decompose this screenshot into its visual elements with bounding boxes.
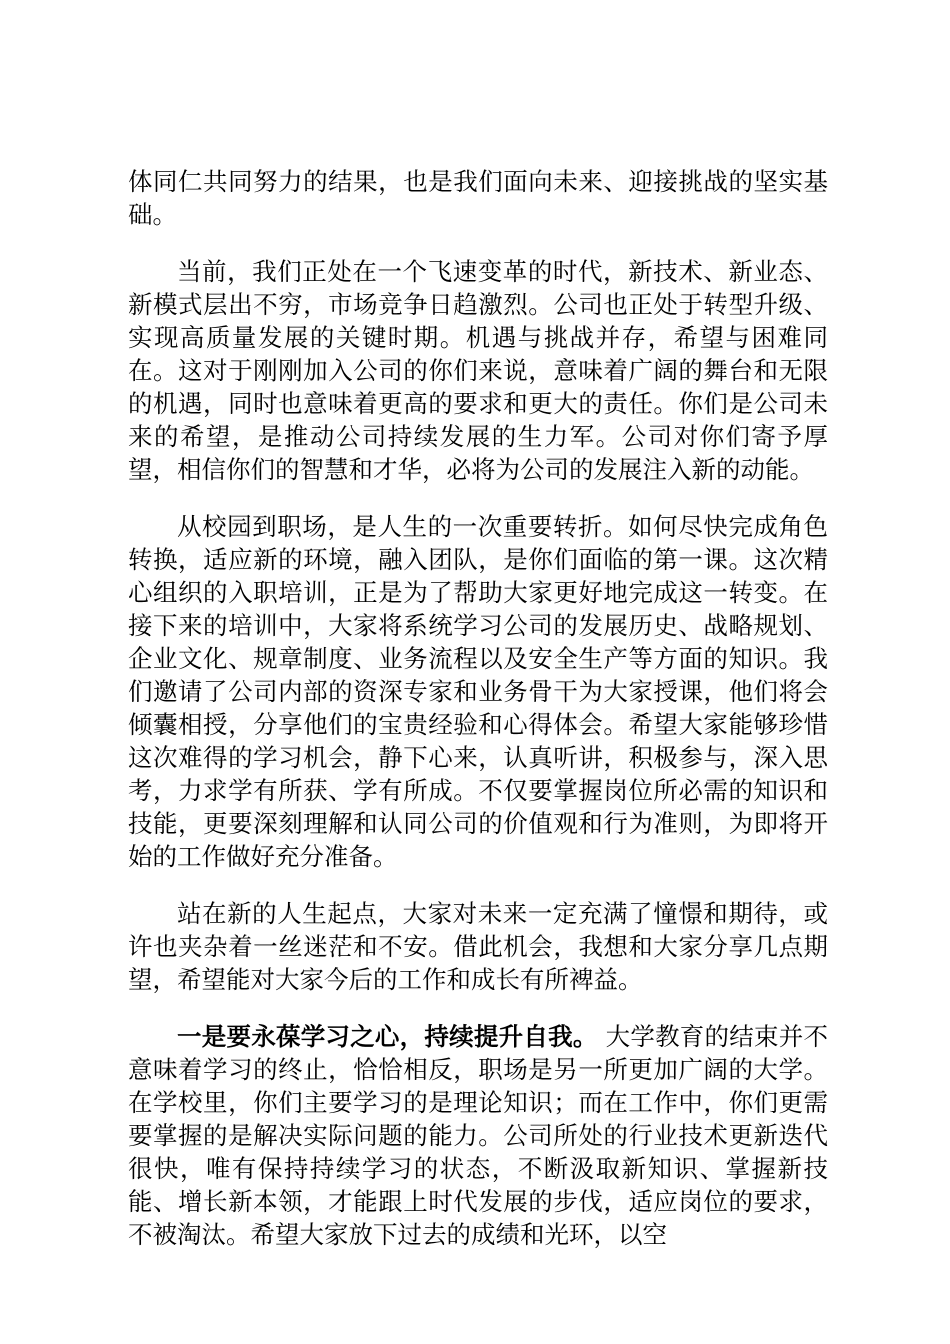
paragraph-era-of-change: 当前，我们正处在一个飞速变革的时代，新技术、新业态、新模式层出不穷，市场竞争日趋激烈。公司也正处于转型升级、实现高质量发展的关键时期。机遇与挑战并存，希望与困难同在。这对于刚刚加入公司的你们来说，意味着广阔的舞台和无限的机遇，同时也意味着更高的要求和更大的责任。你们是公司未来的希望，是推动公司持续发展的生力军。公司对你们寄予厚望，相信你们的智慧和才华，必将为公司的发展注入新的动能。 <box>128 257 828 484</box>
paragraph-expectations-intro: 站在新的人生起点，大家对未来一定充满了憧憬和期待，或许也夹杂着一丝迷茫和不安。借此机会，我想和大家分享几点期望，希望能对大家今后的工作和成长有所裨益。 <box>128 899 828 994</box>
paragraph-lead-heading: 一是要永葆学习之心，持续提升自我。 <box>177 1022 598 1051</box>
document-page <box>128 165 828 1275</box>
paragraph-keep-learning <box>128 1020 828 1251</box>
paragraph-campus-to-workplace: 从校园到职场，是人生的一次重要转折。如何尽快完成角色转换，适应新的环境，融入团队，是你们面临的第一课。这次精心组织的入职培训，正是为了帮助大家更好地完成这一转变。在接下来的培训中，大家将系统学习公司的发展历史、战略规划、企业文化、规章制度、业务流程以及安全生产等方面的知识。我们邀请了公司内部的资深专家和业务骨干为大家授课，他们将会倾囊相授，分享他们的宝贵经验和心得体会。希望大家能够珍惜这次难得的学习机会，静下心来，认真听讲，积极参与，深入思考，力求学有所获、学有所成。不仅要掌握岗位所必需的知识和技能，更要深刻理解和认同公司的价值观和行为准则，为即将开始的工作做好充分准备。 <box>128 512 828 871</box>
paragraph-continuation: 体同仁共同努力的结果，也是我们面向未来、迎接挑战的坚实基础。 <box>128 167 828 229</box>
paragraph-body-text: 大学教育的结束并不意味着学习的终止，恰恰相反，职场是另一所更加广阔的大学。在学校里，你们主要学习的是理论知识；而在工作中，你们更需要掌握的是解决实际问题的能力。公司所处的行业技术更新迭代很快，唯有保持持续学习的状态，不断汲取新知识、掌握新技能、增长新本领，才能跟上时代发展的步伐，适应岗位的要求，不被淘汰。希望大家放下过去的成绩和光环，以空 <box>128 1022 828 1249</box>
